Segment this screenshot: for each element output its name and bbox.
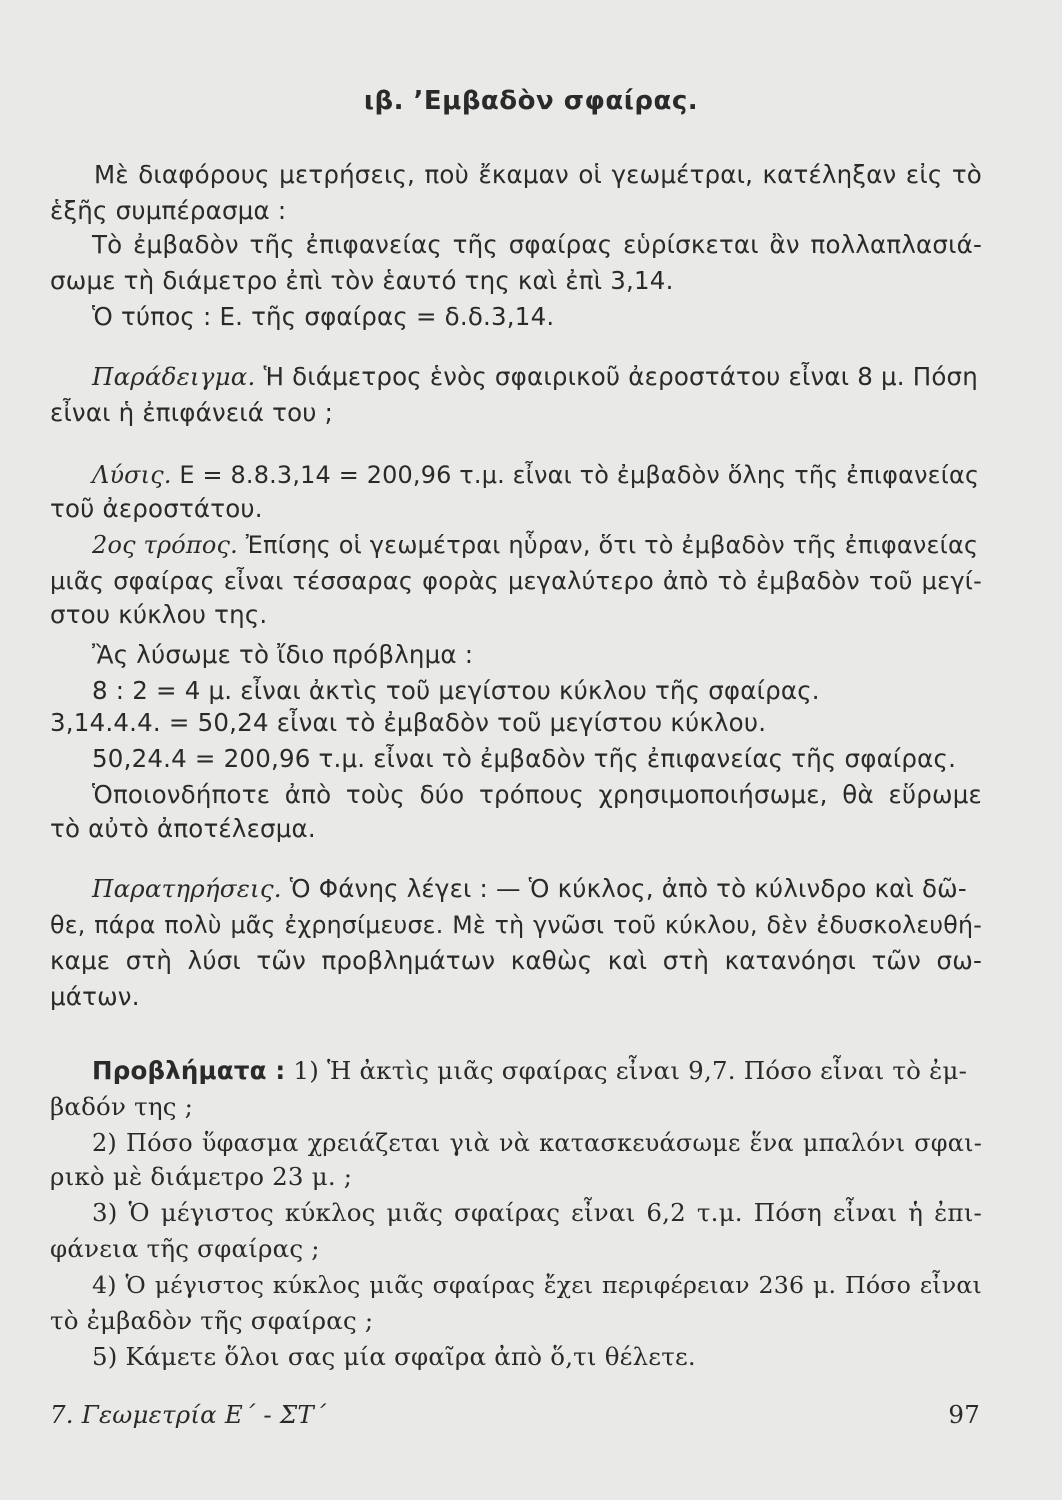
remarks-label: Παρατηρήσεις. bbox=[92, 874, 282, 903]
problem-2-line-2: ρικὸ μὲ διάμετρο 23 μ. ; bbox=[50, 1162, 353, 1191]
solution-label: Λύσις. bbox=[92, 461, 172, 489]
problem-3-line-1: 3) Ὁ μέγιστος κύκλος μιᾶς σφαίρας εἶναι 6,2 τ.μ. Πόση εἶναι ἡ ἐπι- bbox=[92, 1198, 982, 1227]
second-method-line-3: στου κύκλου της. bbox=[50, 600, 268, 629]
second-method-line-4: Ἂς λύσωμε τὸ ἴδιο πρόβλημα : bbox=[92, 640, 474, 669]
intro-line-1: Μὲ διαφόρους μετρήσεις, ποὺ ἔκαμαν οἱ γεωμέτραι, κατέληξαν εἰς τὸ bbox=[94, 160, 982, 189]
problems-label: Προβλήματα : bbox=[92, 1056, 286, 1085]
remarks-line-4: μάτων. bbox=[50, 982, 140, 1011]
problem-1-line-2: βαδόν της ; bbox=[50, 1092, 194, 1121]
intro-line-4: σωμε τὴ διάμετρο ἐπὶ τὸν ἑαυτό της καὶ ἐπὶ 3,14. bbox=[50, 266, 674, 295]
example-line-2: εἶναι ἡ ἐπιφάνειά του ; bbox=[50, 398, 334, 427]
solution-line-1: Λύσις. Ε = 8.8.3,14 = 200,96 τ.μ. εἶναι τὸ ἐμβαδὸν ὅλης τῆς ἐπιφανείας bbox=[92, 461, 980, 489]
second-method-label: 2ος τρόπος. bbox=[92, 531, 238, 559]
solution-line-2: τοῦ ἀεροστάτου. bbox=[50, 494, 263, 523]
second-method-line-9: τὸ αὐτὸ ἀποτέλεσμα. bbox=[50, 814, 316, 843]
problem-3-line-2: φάνεια τῆς σφαίρας ; bbox=[50, 1234, 320, 1263]
intro-line-2: ἑξῆς συμπέρασμα : bbox=[50, 196, 287, 225]
second-method-line-2: μιᾶς σφαίρας εἶναι τέσσαρας φορὰς μεγαλύτερο ἀπὸ τὸ ἐμβαδὸν τοῦ μεγί- bbox=[50, 567, 982, 595]
problem-4-line-1: 4) Ὁ μέγιστος κύκλος μιᾶς σφαίρας ἔχει περιφέρειαν 236 μ. Πόσο εἶναι bbox=[92, 1271, 982, 1299]
remarks-line-1: Παρατηρήσεις. Ὁ Φάνης λέγει : — Ὁ κύκλος, ἀπὸ τὸ κύλινδρο καὶ δῶ- bbox=[92, 874, 967, 903]
calc-line-3: 50,24.4 = 200,96 τ.μ. εἶναι τὸ ἐμβαδὸν τῆς ἐπιφανείας τῆς σφαίρας. bbox=[92, 744, 957, 773]
remarks-line-3: καμε στὴ λύσι τῶν προβλημάτων καθὼς καὶ στὴ κατανόησι τῶν σω- bbox=[50, 946, 982, 975]
page-number: 97 bbox=[948, 1400, 980, 1429]
example-label: Παράδειγμα. bbox=[92, 362, 256, 391]
section-title: ιβ. ’Εμβαδὸν σφαίρας. bbox=[363, 86, 699, 116]
problem-1-line-1: Προβλήματα : 1) Ἡ ἀκτὶς μιᾶς σφαίρας εἶναι 9,7. Πόσο εἶναι τὸ ἐμ- bbox=[92, 1056, 968, 1085]
calc-line-1: 8 : 2 = 4 μ. εἶναι ἀκτὶς τοῦ μεγίστου κύκλου τῆς σφαίρας. bbox=[92, 676, 820, 705]
footer-book-title: 7. Γεωμετρία Ε΄ - ΣΤ΄ bbox=[50, 1400, 327, 1429]
example-line-1: Παράδειγμα. Ἡ διάμετρος ἑνὸς σφαιρικοῦ ἀεροστάτου εἶναι 8 μ. Πόση bbox=[92, 362, 979, 391]
remarks-line-2: θε, πάρα πολὺ μᾶς ἐχρησίμευσε. Μὲ τὴ γνῶσι τοῦ κύκλου, δὲν ἐδυσκολευθή- bbox=[50, 911, 982, 939]
second-method-line-8: Ὁποιονδήποτε ἀπὸ τοὺς δύο τρόπους χρησιμοποιήσωμε, θὰ εὕρωμε bbox=[92, 780, 982, 809]
calc-line-2: 3,14.4.4. = 50,24 εἶναι τὸ ἐμβαδὸν τοῦ μεγίστου κύκλου. bbox=[50, 708, 767, 737]
problem-4-line-2: τὸ ἐμβαδὸν τῆς σφαίρας ; bbox=[50, 1306, 374, 1335]
formula-line: Ὁ τύπος : Ε. τῆς σφαίρας = δ.δ.3,14. bbox=[92, 302, 555, 331]
problem-2-line-1: 2) Πόσο ὕφασμα χρειάζεται γιὰ νὰ κατασκευάσωμε ἕνα μπαλόνι σφαι- bbox=[92, 1129, 982, 1157]
second-method-line-1: 2ος τρόπος. Ἐπίσης οἱ γεωμέτραι ηὗραν, ὅτι τὸ ἐμβαδὸν τῆς ἐπιφανείας bbox=[92, 531, 979, 559]
intro-line-3: Τὸ ἐμβαδὸν τῆς ἐπιφανείας τῆς σφαίρας εὑρίσκεται ἂν πολλαπλασιά- bbox=[92, 230, 982, 259]
problem-5: 5) Κάμετε ὅλοι σας μία σφαῖρα ἀπὸ ὅ,τι θέλετε. bbox=[92, 1342, 696, 1371]
